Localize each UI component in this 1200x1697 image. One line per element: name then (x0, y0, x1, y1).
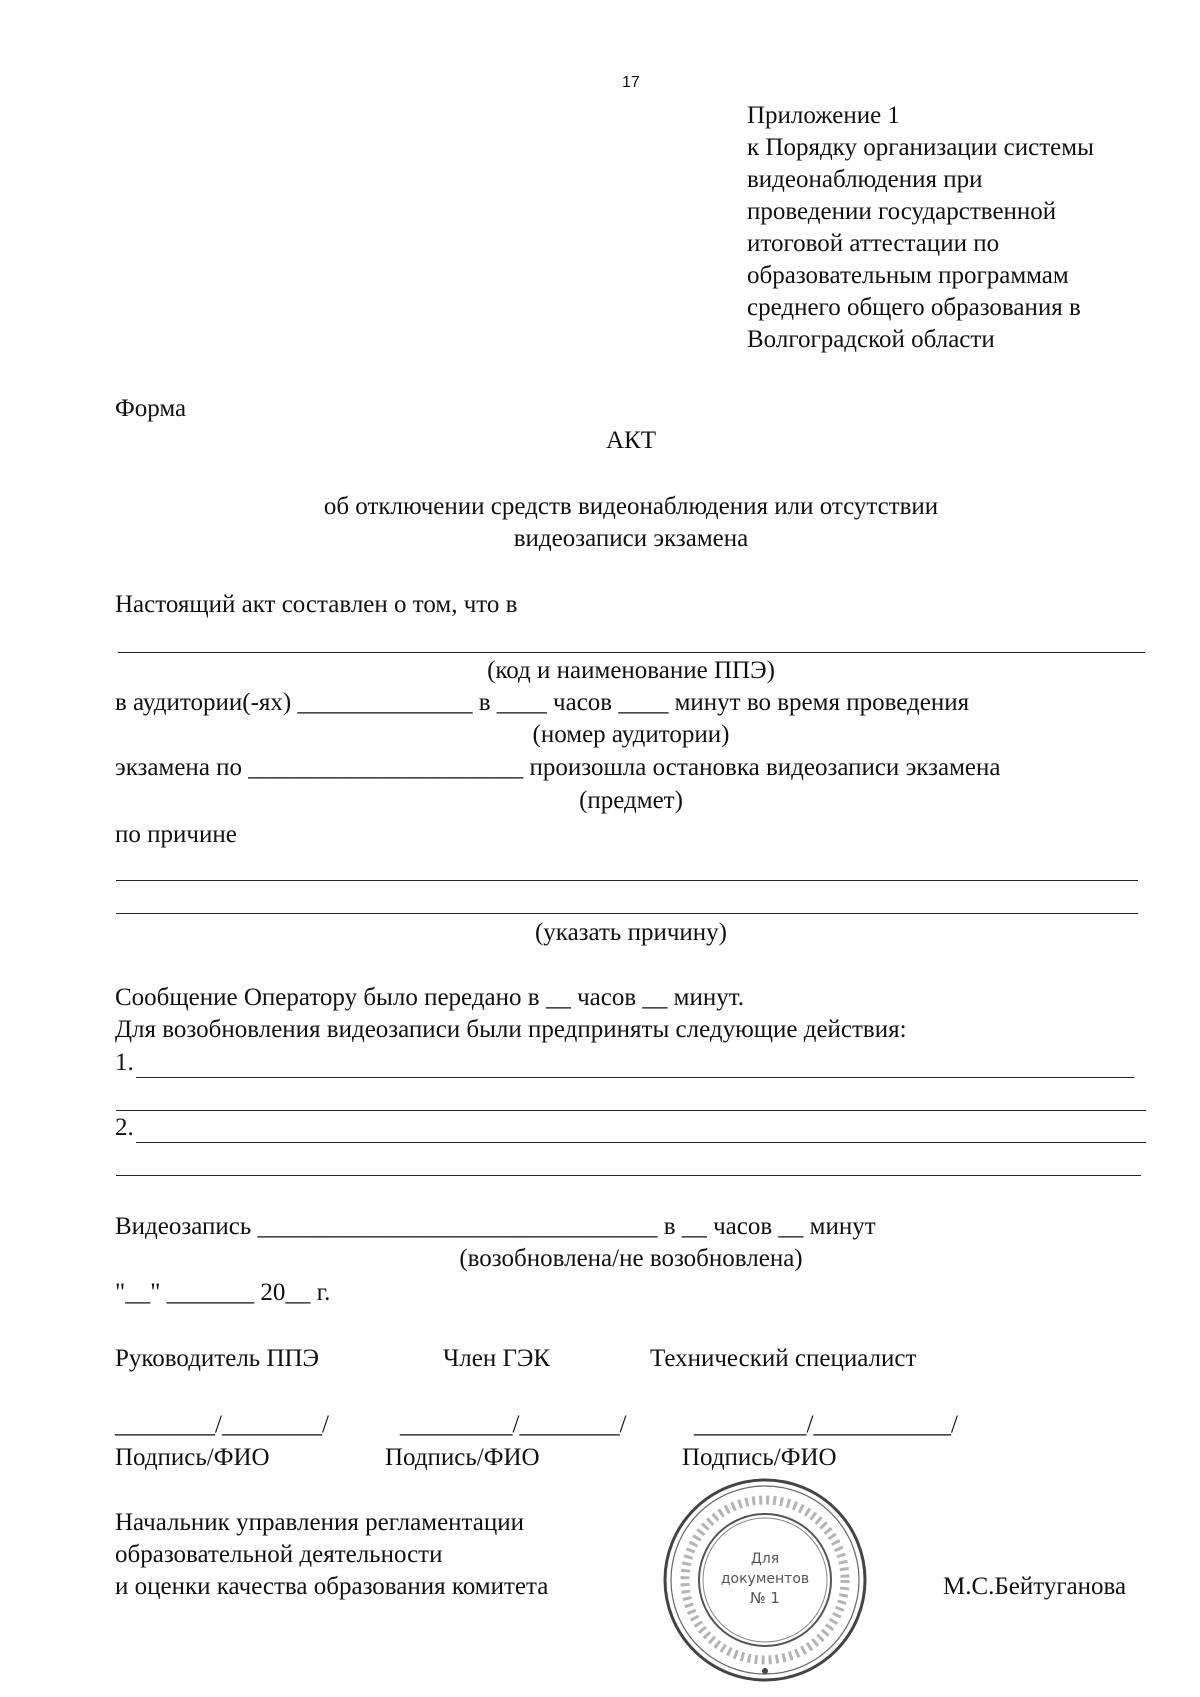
appendix-line: итоговой аттестации по (747, 230, 1000, 257)
exam-line: экзамена по ______________________ произошла остановка видеозаписи экзамена (115, 754, 1001, 781)
appendix-line: видеонаблюдения при (747, 166, 983, 193)
ppe-caption: (код и наименование ППЭ) (487, 657, 775, 684)
stamp-center-line-3: № 1 (750, 1589, 780, 1607)
ppe-fill-line (118, 652, 1145, 653)
operator-line: Сообщение Оператору было передано в __ часов __ минут. (115, 984, 745, 1011)
auditorium-line: в аудитории(-ях) ______________ в ____ часов ____ минут во время проведения (115, 689, 970, 716)
form-label: Форма (115, 395, 187, 422)
video-line: Видеозапись ________________________________ в __ часов __ минут (115, 1213, 876, 1240)
subtitle-line-1: об отключении средств видеонаблюдения или отсутствии (323, 493, 939, 520)
reason-caption: (указать причину) (534, 919, 727, 946)
action-2-fill-line (136, 1142, 1146, 1143)
intro-text: Настоящий акт составлен о том, что в (115, 591, 518, 618)
reason-fill-line-2 (116, 913, 1138, 914)
action-2-number: 2. (115, 1114, 134, 1141)
date-line: "__" _______ 20__ г. (115, 1279, 331, 1306)
video-caption: (возобновлена/не возобновлена) (459, 1245, 803, 1272)
action-1-number: 1. (115, 1049, 134, 1076)
footer-position-line: образовательной деятельности (115, 1541, 443, 1568)
act-title: АКТ (606, 427, 656, 454)
sign-line-gek-member: _________/________/ (400, 1411, 627, 1438)
action-1-fill-line-2 (116, 1110, 1146, 1111)
sign-line-ppe-head: ________/________/ (115, 1411, 329, 1438)
reason-label: по причине (115, 821, 237, 848)
page-number: 17 (622, 74, 640, 91)
sign-caption-ppe-head: Подпись/ФИО (115, 1444, 270, 1471)
seal-stamp-icon (660, 1475, 870, 1685)
action-2-fill-line-2 (116, 1175, 1141, 1176)
subtitle-line-2: видеозаписи экзамена (513, 525, 749, 552)
appendix-line: к Порядку организации системы (747, 134, 1094, 161)
sign-caption-gek-member: Подпись/ФИО (385, 1444, 540, 1471)
reason-fill-line-1 (116, 880, 1138, 881)
stamp-center-line-1: Для (750, 1551, 780, 1567)
role-ppe-head: Руководитель ППЭ (115, 1345, 320, 1372)
footer-position-line: Начальник управления регламентации (115, 1509, 525, 1536)
appendix-line: проведении государственной (747, 198, 1057, 225)
role-gek-member: Член ГЭК (443, 1345, 551, 1372)
role-tech-specialist: Технический специалист (650, 1345, 917, 1372)
signatory-name: М.С.Бейтуганова (943, 1573, 1127, 1600)
subject-caption: (предмет) (579, 787, 683, 814)
appendix-line: образовательным программам (747, 262, 1069, 289)
action-1-fill-line (136, 1077, 1134, 1078)
appendix-line: Волгоградской области (747, 326, 995, 353)
sign-caption-tech-specialist: Подпись/ФИО (682, 1444, 837, 1471)
sign-line-tech-specialist: _________/___________/ (694, 1411, 958, 1438)
stamp-center-line-2: документов (720, 1571, 810, 1587)
appendix-line: Приложение 1 (747, 102, 900, 129)
footer-position-line: и оценки качества образования комитета (115, 1573, 549, 1600)
auditorium-caption: (номер аудитории) (532, 721, 730, 748)
appendix-block (747, 100, 1167, 356)
appendix-line: среднего общего образования в (747, 294, 1081, 321)
actions-line: Для возобновления видеозаписи были предприняты следующие действия: (115, 1016, 907, 1043)
